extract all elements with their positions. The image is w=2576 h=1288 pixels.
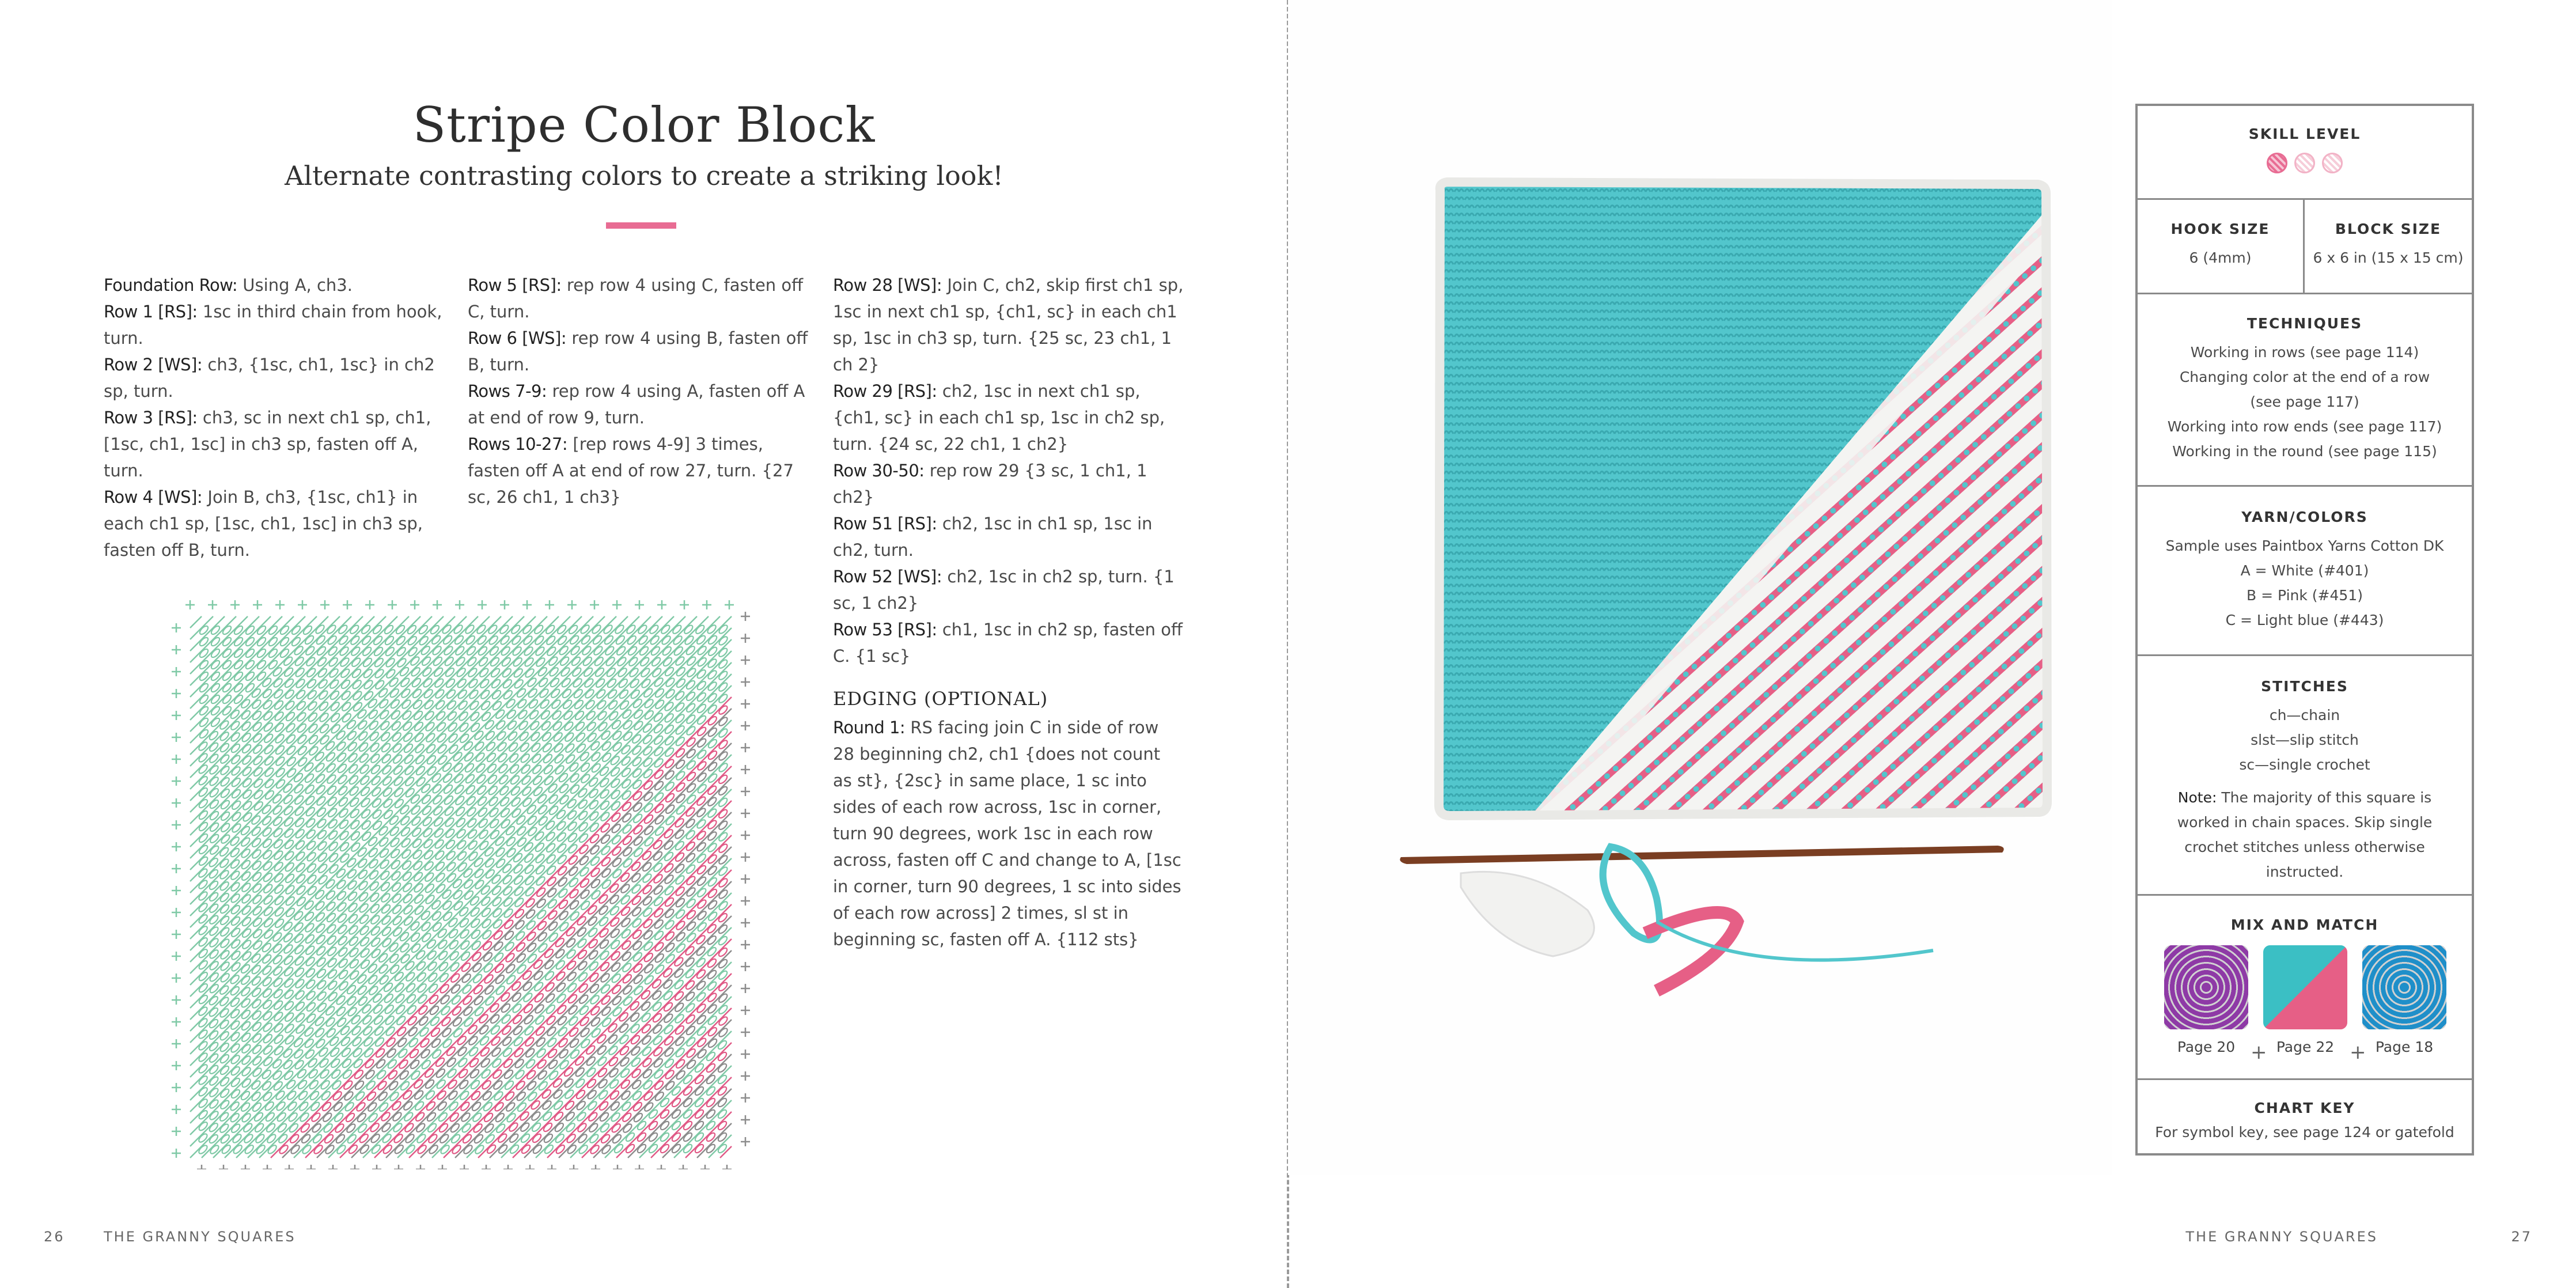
row-text: rep row 4 using A, fasten off A at end of row 9, turn. bbox=[468, 381, 805, 427]
sizes-section bbox=[2138, 200, 2472, 294]
skill-level-indicator bbox=[2138, 153, 2472, 173]
chart-sc-symbol bbox=[172, 645, 181, 654]
chart-sc-symbol bbox=[657, 600, 666, 609]
chart-sc-symbol bbox=[328, 1165, 338, 1169]
chart-sc-symbol bbox=[350, 1165, 359, 1169]
info-line: Changing color at the end of a row bbox=[2179, 369, 2430, 385]
row-label: Row 53 [RS]: bbox=[833, 620, 937, 639]
crochet-square-photo bbox=[1288, 0, 2112, 1175]
chart-stitch-row bbox=[190, 616, 559, 985]
chart-sc-symbol bbox=[343, 600, 352, 609]
chart-sc-symbol bbox=[172, 908, 181, 917]
info-line: slst—slip stitch bbox=[2251, 732, 2359, 748]
chart-sc-symbol bbox=[172, 995, 181, 1005]
row-text: rep row 29 {3 sc, 1 ch1, 1 ch2} bbox=[833, 461, 1147, 507]
instruction-row bbox=[833, 457, 1184, 510]
chart-sc-symbol bbox=[306, 1165, 316, 1169]
chart-sc-symbol bbox=[741, 984, 750, 993]
skill-yarn-ball-icon bbox=[2267, 153, 2287, 173]
chart-sc-symbol bbox=[172, 973, 181, 983]
chart-stitch-row bbox=[190, 616, 282, 709]
row-label: Rows 10-27: bbox=[468, 434, 568, 454]
chart-sc-symbol bbox=[263, 1165, 272, 1169]
chart-key-heading: CHART KEY bbox=[2254, 1100, 2355, 1116]
row-label: Row 1 [RS]: bbox=[104, 302, 198, 321]
chart-sc-symbol bbox=[722, 1165, 732, 1169]
chart-sc-symbol bbox=[741, 765, 750, 774]
chart-sc-symbol bbox=[410, 600, 419, 609]
row-text: ch2, 1sc in next ch1 sp, {ch1, sc} in each ch1 sp, 1sc in ch2 sp, turn. {24 sc, 22 ch1, 1 ch2} bbox=[833, 381, 1165, 454]
edging-heading: EDGING (OPTIONAL) bbox=[833, 688, 1048, 710]
chart-sc-symbol bbox=[741, 787, 750, 796]
chart-stitch-row bbox=[190, 616, 709, 1135]
yarn-colors-section bbox=[2138, 487, 2472, 656]
hook-size-cell bbox=[2138, 200, 2305, 293]
chart-stitch-row bbox=[190, 616, 732, 1158]
instruction-row bbox=[833, 272, 1184, 378]
row-text: 1sc in third chain from hook, turn. bbox=[104, 302, 442, 348]
info-line: Working into row ends (see page 117) bbox=[2167, 418, 2442, 435]
chart-sc-symbol bbox=[741, 853, 750, 862]
photo-illustration bbox=[1288, 0, 2112, 1175]
chart-sc-symbol bbox=[741, 918, 750, 927]
row-label: Row 4 [WS]: bbox=[104, 487, 203, 507]
chart-sc-symbol bbox=[657, 1165, 666, 1169]
chart-sc-symbol bbox=[172, 776, 181, 786]
chart-sc-symbol bbox=[219, 1165, 228, 1169]
info-line: B = Pink (#451) bbox=[2247, 587, 2363, 604]
info-line: C = Light blue (#443) bbox=[2225, 612, 2384, 628]
row-label: Foundation Row: bbox=[104, 275, 238, 295]
chart-sc-symbol bbox=[372, 1165, 381, 1169]
row-label: Row 29 [RS]: bbox=[833, 381, 937, 401]
row-text: ch2, 1sc in ch2 sp, turn. {1 sc, 1 ch2} bbox=[833, 567, 1175, 613]
instructions-rows bbox=[833, 272, 1184, 669]
chart-sc-symbol bbox=[253, 600, 262, 609]
chart-sc-symbol bbox=[741, 962, 750, 971]
instruction-row bbox=[468, 325, 819, 378]
row-text: Join B, ch3, {1sc, ch1} in each ch1 sp, [1sc, ch1, 1sc] in ch3 sp, fasten off B, turn. bbox=[104, 487, 423, 560]
chart-sc-symbol bbox=[741, 656, 750, 665]
chart-stitch-row bbox=[513, 939, 732, 1158]
info-line: ch—chain bbox=[2269, 707, 2340, 723]
mix-and-match-section bbox=[2138, 896, 2472, 1080]
chart-sc-symbol bbox=[172, 930, 181, 939]
chart-stitch-row bbox=[190, 616, 720, 1146]
chart-stitch-row bbox=[190, 616, 236, 662]
info-line: Sample uses Paintbox Yarns Cotton DK bbox=[2165, 537, 2444, 554]
mix-match-page-label: Page 20 bbox=[2177, 1039, 2236, 1055]
chart-sc-symbol bbox=[741, 721, 750, 730]
chart-sc-symbol bbox=[172, 711, 181, 720]
row-label: Row 51 [RS]: bbox=[833, 514, 937, 533]
stitches-list bbox=[2138, 703, 2472, 777]
chart-sc-symbol bbox=[741, 1071, 750, 1081]
chart-sc-symbol bbox=[635, 1165, 644, 1169]
mix-match-item[interactable] bbox=[2164, 945, 2248, 1055]
chart-sc-symbol bbox=[741, 896, 750, 906]
info-line: Working in the round (see page 115) bbox=[2172, 443, 2437, 460]
chart-sc-symbol bbox=[741, 634, 750, 643]
pattern-info-panel bbox=[2135, 104, 2474, 1156]
chart-sc-symbol bbox=[482, 1165, 491, 1169]
page-subtitle: Alternate contrasting colors to create a striking look! bbox=[285, 160, 1003, 191]
chart-stitch-row bbox=[190, 616, 374, 801]
chart-sc-symbol bbox=[680, 600, 689, 609]
chart-sc-symbol bbox=[569, 1165, 578, 1169]
instructions-column-2 bbox=[468, 272, 819, 510]
chart-stitch-row bbox=[202, 628, 732, 1158]
chart-sc-symbol bbox=[741, 809, 750, 818]
chart-sc-symbol bbox=[741, 1028, 750, 1037]
chart-sc-symbol bbox=[320, 600, 329, 609]
instruction-row bbox=[468, 272, 819, 325]
info-line: sc—single crochet bbox=[2239, 756, 2370, 773]
skill-yarn-ball-icon bbox=[2294, 153, 2315, 173]
page-number: 26 bbox=[44, 1229, 65, 1245]
chart-stitch-row bbox=[190, 616, 397, 824]
note-text: The majority of this square is worked in chain spaces. Skip single crochet stitches unless otherwise instructed. bbox=[2177, 789, 2433, 880]
mix-match-page-label: Page 18 bbox=[2375, 1039, 2434, 1055]
row-text: ch2, 1sc in ch1 sp, 1sc in ch2, turn. bbox=[833, 514, 1153, 560]
skill-level-section bbox=[2138, 106, 2472, 200]
chart-stitch-row bbox=[190, 616, 202, 628]
chart-sc-symbol bbox=[416, 1165, 425, 1169]
row-text: ch1, 1sc in ch2 sp, fasten off C. {1 sc} bbox=[833, 620, 1183, 666]
chart-stitch-row bbox=[190, 616, 582, 1008]
chart-key-section bbox=[2138, 1080, 2472, 1158]
row-label: Row 52 [WS]: bbox=[833, 567, 942, 586]
chart-sc-symbol bbox=[613, 1165, 622, 1169]
chart-stitch-row bbox=[709, 1135, 732, 1158]
chart-sc-symbol bbox=[438, 1165, 447, 1169]
chart-sc-symbol bbox=[478, 600, 487, 609]
row-label: Row 30-50: bbox=[833, 461, 925, 480]
chart-stitch-row bbox=[190, 616, 444, 870]
chart-sc-symbol bbox=[365, 600, 374, 609]
hook-size-value: 6 (4mm) bbox=[2189, 249, 2252, 266]
hook-size-heading: HOOK SIZE bbox=[2170, 221, 2270, 237]
instructions-column-3 bbox=[833, 272, 1184, 953]
chart-sc-symbol bbox=[172, 952, 181, 961]
chart-sc-symbol bbox=[172, 1039, 181, 1048]
chart-sc-symbol bbox=[285, 1165, 294, 1169]
stitches-heading: STITCHES bbox=[2261, 678, 2348, 695]
chart-sc-symbol bbox=[172, 842, 181, 851]
chart-stitch-row bbox=[225, 651, 732, 1158]
note-label: Note: bbox=[2177, 789, 2217, 806]
instruction-row bbox=[833, 563, 1184, 616]
chart-stitch-row bbox=[328, 755, 732, 1158]
chart-stitch-row bbox=[593, 1020, 732, 1158]
chart-sc-symbol bbox=[185, 600, 195, 609]
chart-stitch-row bbox=[570, 997, 732, 1158]
row-text: [rep rows 4-9] 3 times, fasten off A at end of row 27, turn. {27 sc, 26 ch1, 1 ch3} bbox=[468, 434, 794, 507]
instruction-row bbox=[833, 616, 1184, 669]
chart-sc-symbol bbox=[460, 1165, 469, 1169]
chart-sc-symbol bbox=[612, 600, 622, 609]
chart-sc-symbol bbox=[172, 1017, 181, 1026]
chart-sc-symbol bbox=[388, 600, 397, 609]
info-line: (see page 117) bbox=[2250, 393, 2359, 410]
row-label: Row 28 [WS]: bbox=[833, 275, 942, 295]
mix-match-item[interactable] bbox=[2263, 945, 2347, 1055]
chart-sc-symbol bbox=[172, 623, 181, 632]
techniques-list bbox=[2138, 340, 2472, 464]
chart-sc-symbol bbox=[741, 612, 750, 621]
chart-sc-symbol bbox=[547, 1165, 556, 1169]
yarn-colors-heading: YARN/COLORS bbox=[2241, 509, 2368, 525]
chart-sc-symbol bbox=[172, 689, 181, 698]
info-line: Working in rows (see page 114) bbox=[2190, 344, 2419, 361]
instruction-row bbox=[833, 510, 1184, 563]
chart-sc-symbol bbox=[741, 874, 750, 884]
chart-sc-symbol bbox=[741, 1050, 750, 1059]
chart-sc-symbol bbox=[741, 1006, 750, 1015]
row-text: ch3, sc in next ch1 sp, ch1, [1sc, ch1, 1sc] in ch3 sp, fasten off A, turn. bbox=[104, 408, 431, 480]
techniques-heading: TECHNIQUES bbox=[2247, 315, 2363, 332]
chart-sc-symbol bbox=[741, 940, 750, 949]
chart-sc-symbol bbox=[172, 864, 181, 873]
chart-stitch-row bbox=[397, 824, 732, 1158]
chart-sc-symbol bbox=[741, 1093, 750, 1103]
chart-sc-symbol bbox=[741, 1137, 750, 1146]
chart-stitch-row bbox=[455, 881, 732, 1158]
instruction-row bbox=[104, 484, 455, 563]
instruction-row bbox=[468, 378, 819, 431]
chart-sc-symbol bbox=[433, 600, 442, 609]
chart-stitch-row bbox=[190, 616, 317, 743]
page-number: 27 bbox=[2511, 1229, 2532, 1245]
row-label: Row 2 [WS]: bbox=[104, 355, 203, 374]
chart-sc-symbol bbox=[567, 600, 577, 609]
chart-stitch-row bbox=[628, 1054, 732, 1158]
chart-sc-symbol bbox=[522, 600, 532, 609]
chart-sc-symbol bbox=[172, 1083, 181, 1092]
chart-stitch-row bbox=[213, 639, 732, 1158]
chart-sc-symbol bbox=[172, 755, 181, 764]
stitches-section bbox=[2138, 656, 2472, 896]
chart-sc-symbol bbox=[741, 831, 750, 840]
chart-sc-symbol bbox=[679, 1165, 688, 1169]
info-line: A = White (#401) bbox=[2240, 562, 2369, 579]
chart-sc-symbol bbox=[590, 600, 599, 609]
chart-sc-symbol bbox=[591, 1165, 600, 1169]
row-label: Row 3 [RS]: bbox=[104, 408, 198, 427]
chart-sc-symbol bbox=[172, 798, 181, 808]
edging-text: RS facing join C in side of row 28 beginning ch2, ch1 {does not count as st}, {2sc} in same place, 1 sc into sides of each row across, 1sc in corner, turn 90 degrees, work 1sc in each row across, fasten off C and change to A, [1sc in corner, turn 90 degrees, 1 sc into sides of each row across] 2 times, sl st in beginning sc, fasten off A. {112 sts} bbox=[833, 718, 1181, 949]
chart-sc-symbol bbox=[241, 1165, 250, 1169]
chart-stitch-row bbox=[639, 1066, 732, 1158]
chart-sc-symbol bbox=[700, 1165, 710, 1169]
mix-and-match-row bbox=[2164, 945, 2446, 1066]
skill-yarn-ball-icon bbox=[2322, 153, 2343, 173]
instruction-row bbox=[833, 378, 1184, 457]
instructions-column-1 bbox=[104, 272, 455, 563]
chart-sc-symbol bbox=[741, 699, 750, 709]
chart-sc-symbol bbox=[172, 1149, 181, 1158]
chart-sc-symbol bbox=[197, 1165, 206, 1169]
chart-sc-symbol bbox=[455, 600, 464, 609]
chart-sc-symbol bbox=[702, 600, 711, 609]
yarn-colors-list bbox=[2138, 533, 2472, 632]
chart-sc-symbol bbox=[725, 600, 734, 609]
chart-stitch-row bbox=[190, 616, 674, 1100]
block-size-cell bbox=[2305, 200, 2472, 293]
row-label: Row 6 [WS]: bbox=[468, 328, 567, 348]
chart-sc-symbol bbox=[503, 1165, 513, 1169]
chart-sc-symbol bbox=[394, 1165, 403, 1169]
row-text: Join C, ch2, skip first ch1 sp, 1sc in next ch1 sp, {ch1, sc} in each ch1 sp, 1sc in ch3 sp, turn. {25 sc, 23 ch1, 1 ch 2} bbox=[833, 275, 1184, 374]
chart-sc-symbol bbox=[172, 667, 181, 676]
chart-sc-symbol bbox=[741, 677, 750, 687]
chart-sc-symbol bbox=[525, 1165, 535, 1169]
chart-sc-symbol bbox=[172, 820, 181, 829]
instruction-row bbox=[104, 298, 455, 351]
chart-sc-symbol bbox=[230, 600, 240, 609]
running-head: THE GRANNY SQUARES bbox=[2185, 1229, 2378, 1245]
chart-stitch-row bbox=[190, 616, 467, 893]
row-label: Rows 7-9: bbox=[468, 381, 547, 401]
mix-match-thumbnail bbox=[2263, 945, 2347, 1029]
mix-match-item[interactable] bbox=[2362, 945, 2446, 1055]
chart-stitch-row bbox=[559, 985, 732, 1158]
mix-match-page-label: Page 22 bbox=[2276, 1039, 2335, 1055]
mix-and-match-heading: MIX AND MATCH bbox=[2230, 916, 2379, 933]
running-head: THE GRANNY SQUARES bbox=[104, 1229, 296, 1245]
chart-key-text: For symbol key, see page 124 or gatefold bbox=[2155, 1124, 2454, 1141]
row-label: Row 5 [RS]: bbox=[468, 275, 562, 295]
chart-sc-symbol bbox=[172, 1127, 181, 1136]
edging-instruction bbox=[833, 714, 1184, 953]
chart-sc-symbol bbox=[500, 600, 509, 609]
title-underline bbox=[606, 222, 676, 229]
block-size-value: 6 x 6 in (15 x 15 cm) bbox=[2313, 249, 2464, 266]
chart-stitch-row bbox=[363, 789, 732, 1158]
chart-stitch-row bbox=[490, 916, 732, 1158]
stitches-note bbox=[2138, 785, 2472, 884]
mix-match-thumbnail bbox=[2164, 945, 2248, 1029]
skill-level-heading: SKILL LEVEL bbox=[2248, 126, 2361, 142]
instruction-row bbox=[104, 351, 455, 404]
chart-sc-symbol bbox=[172, 886, 181, 895]
row-text: ch3, {1sc, ch1, 1sc} in ch2 sp, turn. bbox=[104, 355, 435, 401]
instruction-row bbox=[104, 404, 455, 484]
chart-stitch-row bbox=[190, 616, 213, 639]
techniques-section bbox=[2138, 294, 2472, 487]
row-text: rep row 4 using C, fasten off C, turn. bbox=[468, 275, 804, 321]
chart-stitch-row bbox=[444, 870, 732, 1158]
chart-sc-symbol bbox=[635, 600, 644, 609]
crochet-chart bbox=[167, 593, 760, 1169]
chart-sc-symbol bbox=[275, 600, 285, 609]
instruction-row bbox=[468, 431, 819, 510]
row-text: Using A, ch3. bbox=[237, 275, 353, 295]
page-title: Stripe Color Block bbox=[412, 97, 876, 153]
chart-sc-symbol bbox=[172, 1061, 181, 1070]
plus-icon: + bbox=[2350, 1041, 2366, 1064]
chart-sc-symbol bbox=[208, 600, 217, 609]
plus-icon: + bbox=[2251, 1041, 2267, 1064]
chart-sc-symbol bbox=[741, 1115, 750, 1124]
chart-sc-symbol bbox=[298, 600, 307, 609]
mix-match-thumbnail bbox=[2362, 945, 2446, 1029]
chart-sc-symbol bbox=[741, 743, 750, 752]
chart-sc-symbol bbox=[172, 1105, 181, 1114]
instruction-row bbox=[104, 272, 455, 298]
chart-sc-symbol bbox=[545, 600, 554, 609]
chart-sc-symbol bbox=[172, 733, 181, 742]
row-text: rep row 4 using B, fasten off B, turn. bbox=[468, 328, 808, 374]
block-size-heading: BLOCK SIZE bbox=[2335, 221, 2442, 237]
chart-stitch-row bbox=[340, 766, 732, 1158]
edging-label: Round 1: bbox=[833, 718, 906, 737]
